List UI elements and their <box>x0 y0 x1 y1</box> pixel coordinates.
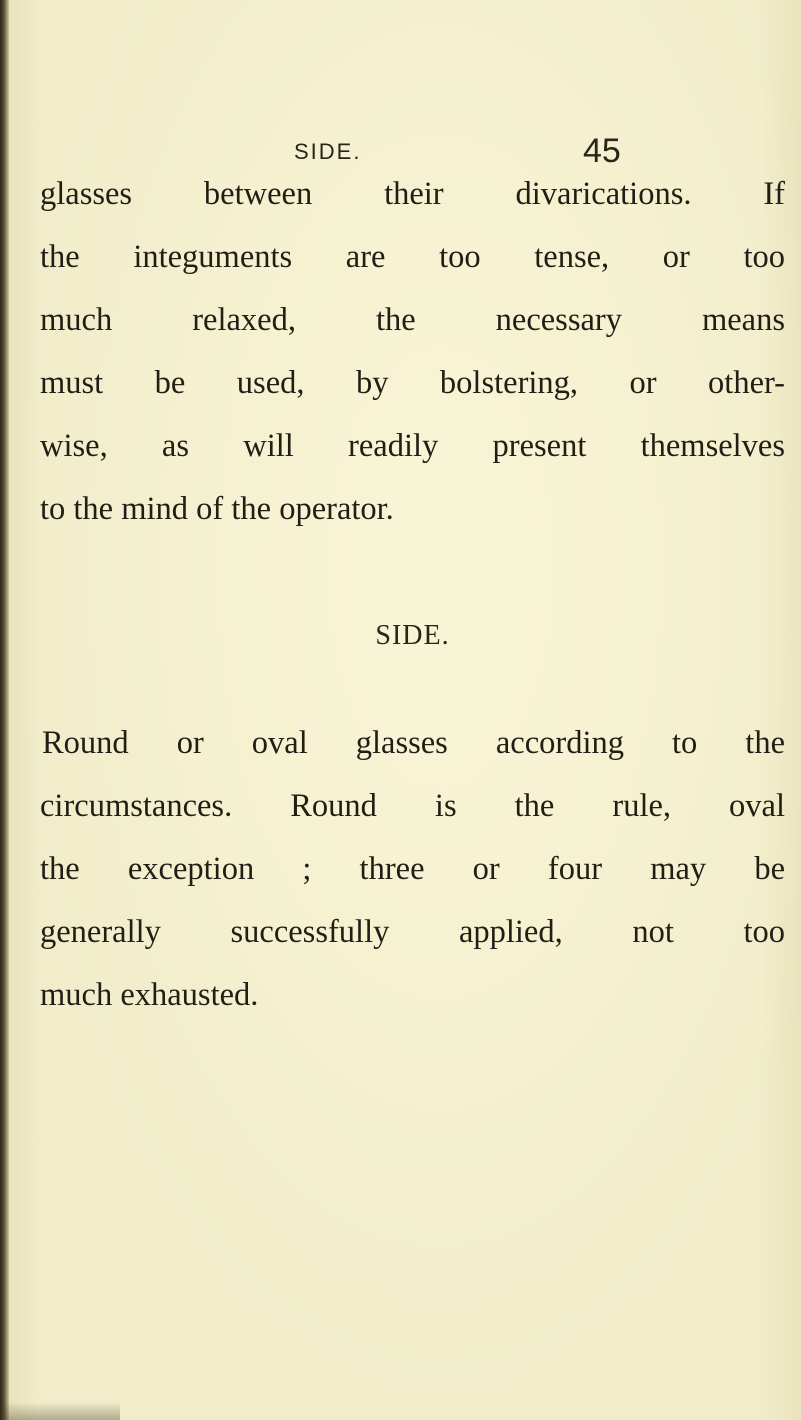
page-corner-shadow <box>0 1402 120 1420</box>
binding-edge <box>0 0 9 1420</box>
text-line: much relaxed, the necessary means <box>40 302 785 338</box>
paragraph-round-or-oval-glasses <box>40 712 785 1027</box>
text-line: glasses between their divarications. If <box>40 176 785 212</box>
running-head-title: SIDE. <box>294 139 362 164</box>
section-heading: SIDE. <box>375 620 450 651</box>
text-line: wise, as will readily present themselves <box>40 428 785 464</box>
text-line: circumstances. Round is the rule, oval <box>40 788 785 824</box>
text-line: to the mind of the operator. <box>40 491 394 527</box>
page-number: 45 <box>583 132 621 170</box>
text-line: must be used, by bolstering, or other- <box>40 365 785 401</box>
paragraph-glasses-divarications <box>40 163 785 541</box>
text-line: the integuments are too tense, or too <box>40 239 785 275</box>
text-line: the exception ; three or four may be <box>40 851 785 887</box>
text-line: Round or oval glasses according to the <box>42 725 785 761</box>
text-line: much exhausted. <box>40 977 259 1013</box>
text-line: generally successfully applied, not too <box>40 914 785 950</box>
